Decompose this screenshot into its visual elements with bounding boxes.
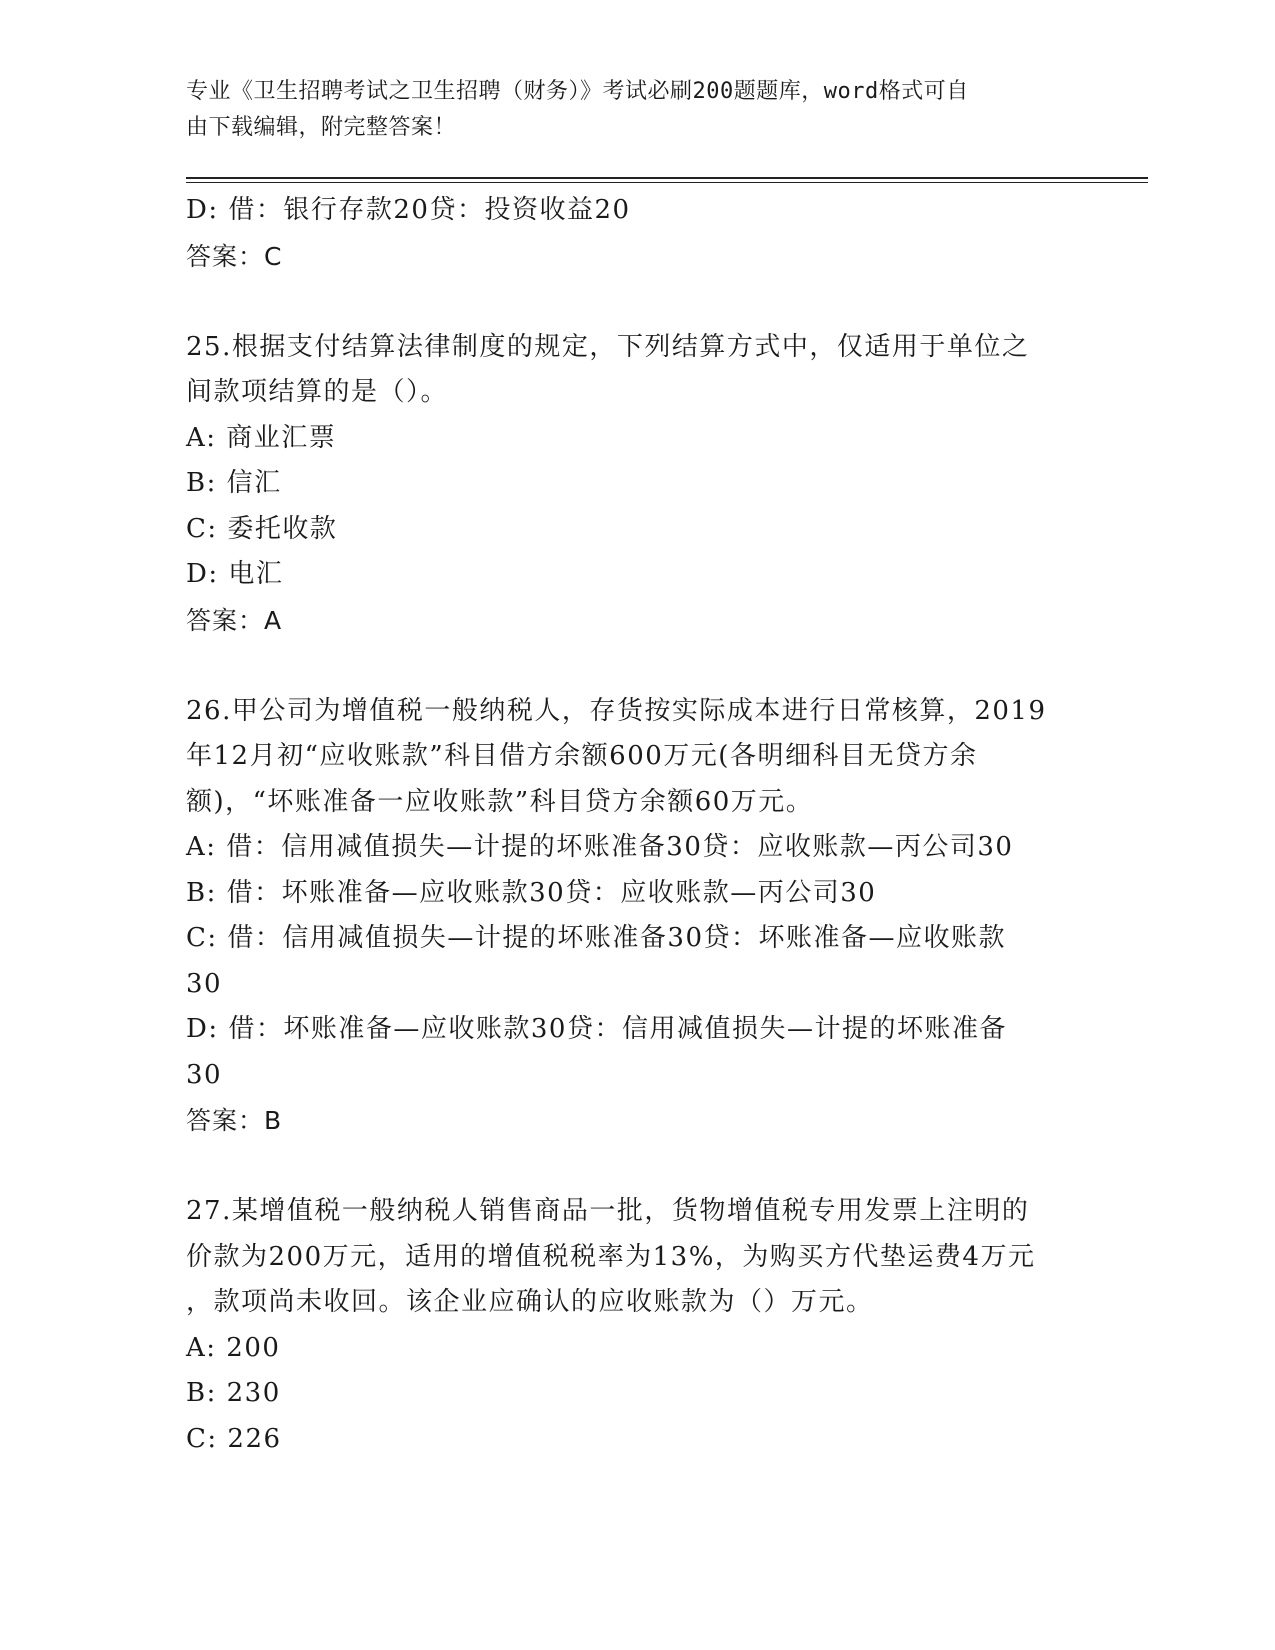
option-b: B: 借：坏账准备—应收账款30贷：应收账款—丙公司30 xyxy=(186,877,877,908)
question-stem: 年12月初“应收账款”科目借方余额600万元(各明细科目无贷方余 xyxy=(186,741,978,771)
option-c: C: 借：信用减值损失—计提的坏账准备30贷：坏账准备—应收账款 xyxy=(186,923,1007,953)
header-line: 由下载编辑，附完整答案！ xyxy=(186,115,457,140)
header-divider xyxy=(186,177,1148,179)
question-stem: 额)，“坏账准备一应收账款”科目贷方余额60万元。 xyxy=(186,786,814,817)
answer-label: 答案：A xyxy=(186,605,283,635)
answer-label: 答案：C xyxy=(186,241,283,271)
option-d: D: 借：银行存款20贷：投资收益20 xyxy=(186,195,631,225)
option-d: D: 电汇 xyxy=(186,559,284,589)
question-stem: 27.某增值税一般纳税人销售商品一批，货物增值税专用发票上注明的 xyxy=(186,1196,1030,1226)
document-header xyxy=(186,74,1086,146)
question-stem: 25.根据支付结算法律制度的规定，下列结算方式中，仅适用于单位之 xyxy=(186,331,1030,362)
answer-label: 答案：B xyxy=(186,1106,283,1135)
spacer xyxy=(186,279,1106,325)
question-24-tail xyxy=(186,188,1106,279)
question-stem: ，款项尚未收回。该企业应确认的应收账款为（）万元。 xyxy=(186,1287,874,1317)
header-divider-thin xyxy=(186,182,1148,183)
question-stem: 间款项结算的是（）。 xyxy=(186,377,449,407)
option-c-continued: 30 xyxy=(186,968,223,999)
question-27 xyxy=(186,1189,1106,1462)
option-a: A: 200 xyxy=(186,1332,281,1363)
question-25 xyxy=(186,325,1106,644)
question-26 xyxy=(186,689,1106,1144)
question-stem: 价款为200万元，适用的增值税税率为13%，为购买方代垫运费4万元 xyxy=(186,1241,1036,1272)
option-d: D: 借：坏账准备—应收账款30贷：信用减值损失—计提的坏账准备 xyxy=(186,1014,1007,1044)
option-c: C: 委托收款 xyxy=(186,513,338,544)
question-list xyxy=(186,188,1106,1462)
option-a: A: 商业汇票 xyxy=(186,422,337,453)
option-b: B: 230 xyxy=(186,1378,281,1408)
option-a: A: 借：信用减值损失—计提的坏账准备30贷：应收账款—丙公司30 xyxy=(186,832,1014,862)
option-d-continued: 30 xyxy=(186,1059,223,1090)
option-b: B: 信汇 xyxy=(186,468,282,498)
header-line: 专业《卫生招聘考试之卫生招聘（财务）》考试必刷200题题库，word格式可自 xyxy=(186,79,969,104)
spacer xyxy=(186,643,1106,689)
spacer xyxy=(186,1144,1106,1190)
question-stem: 26.甲公司为增值税一般纳税人，存货按实际成本进行日常核算，2019 xyxy=(186,695,1047,726)
option-c: C: 226 xyxy=(186,1423,282,1454)
